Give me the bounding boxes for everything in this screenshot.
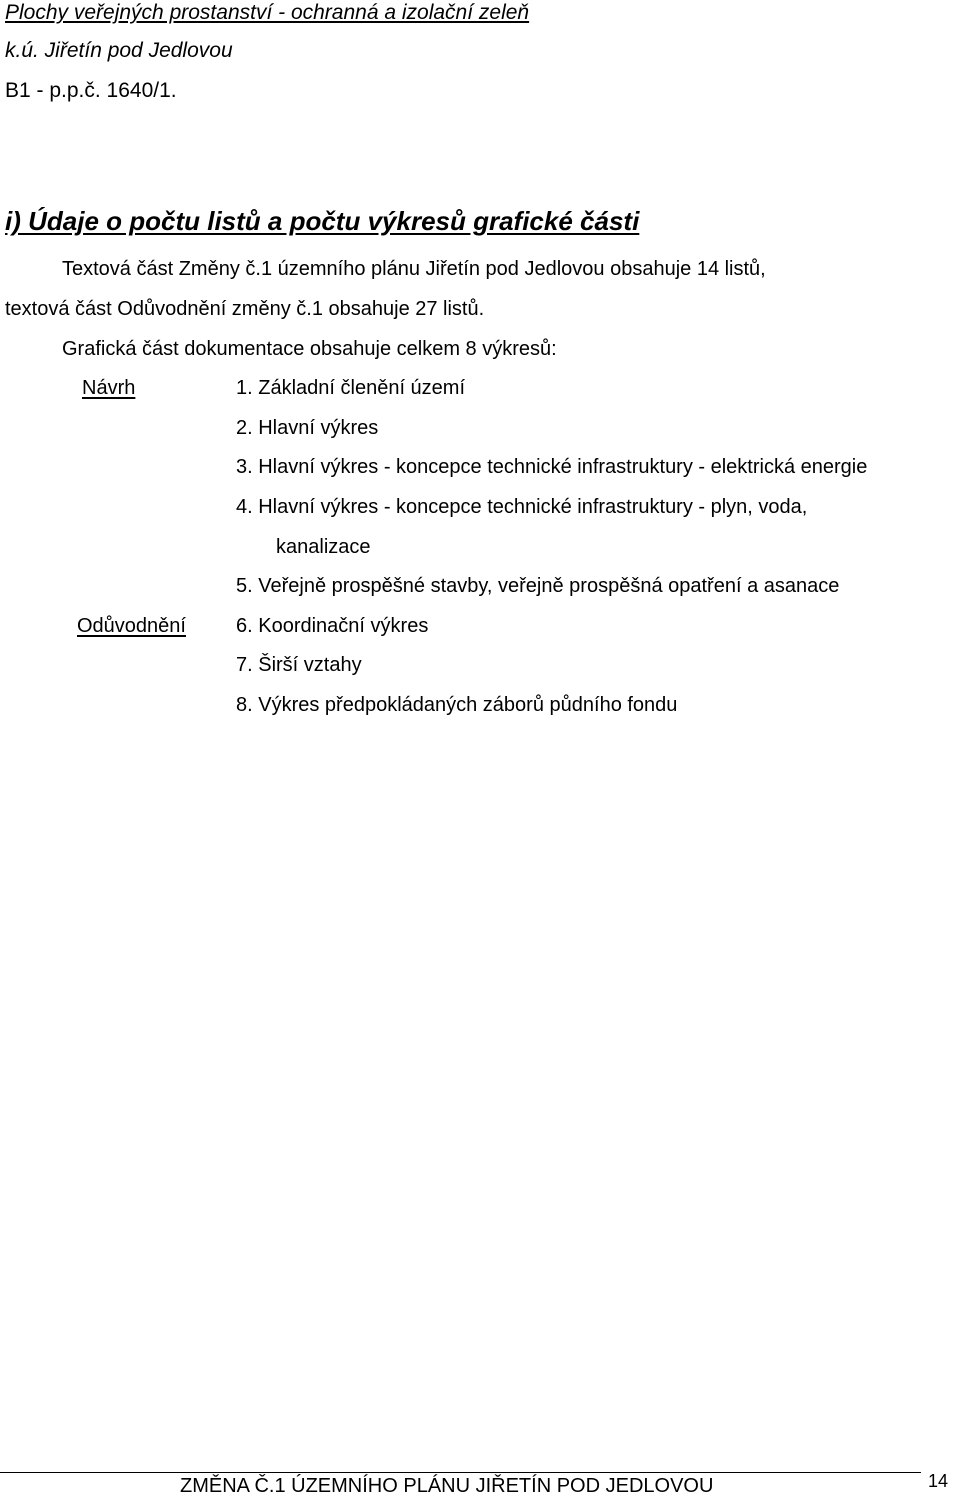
drawing-item: 2. Hlavní výkres	[236, 417, 379, 439]
drawing-item: 1. Základní členění území	[236, 377, 466, 399]
drawing-item: 6. Koordinační výkres	[236, 615, 429, 637]
drawing-item: 4. Hlavní výkres - koncepce technické infrastruktury - plyn, voda,	[236, 496, 808, 518]
section-heading: i) Údaje o počtu listů a počtu výkresů grafické části	[5, 206, 640, 236]
text-part-sheet-count-line1: Textová část Změny č.1 územního plánu Jiřetín pod Jedlovou obsahuje 14 listů,	[62, 258, 766, 280]
drawing-item-continuation: kanalizace	[276, 536, 371, 558]
text-part-sheet-count-line2: textová část Odůvodnění změny č.1 obsahuje 27 listů.	[5, 298, 485, 320]
drawing-item: 5. Veřejně prospěšné stavby, veřejně prospěšná opatření a asanace	[236, 575, 840, 597]
page-number: 14	[928, 1471, 949, 1491]
graphic-part-drawing-count: Grafická část dokumentace obsahuje celkem 8 výkresů:	[62, 338, 557, 360]
group-label-navrh: Návrh	[82, 377, 136, 399]
footer-title: ZMĚNA Č.1 ÚZEMNÍHO PLÁNU JIŘETÍN POD JEDLOVOU	[180, 1475, 714, 1497]
drawing-item: 7. Širší vztahy	[236, 654, 362, 676]
footer-rule	[0, 1472, 921, 1473]
group-label-oduvodneni: Odůvodnění	[77, 615, 186, 637]
drawing-item: 8. Výkres předpokládaných záborů půdního fondu	[236, 694, 678, 716]
header-parcel: B1 - p.p.č. 1640/1.	[5, 79, 177, 102]
header-cadastral-area: k.ú. Jiřetín pod Jedlovou	[5, 39, 233, 62]
header-title: Plochy veřejných prostanství - ochranná a izolační zeleň	[5, 1, 530, 24]
drawing-item: 3. Hlavní výkres - koncepce technické infrastruktury - elektrická energie	[236, 456, 868, 478]
